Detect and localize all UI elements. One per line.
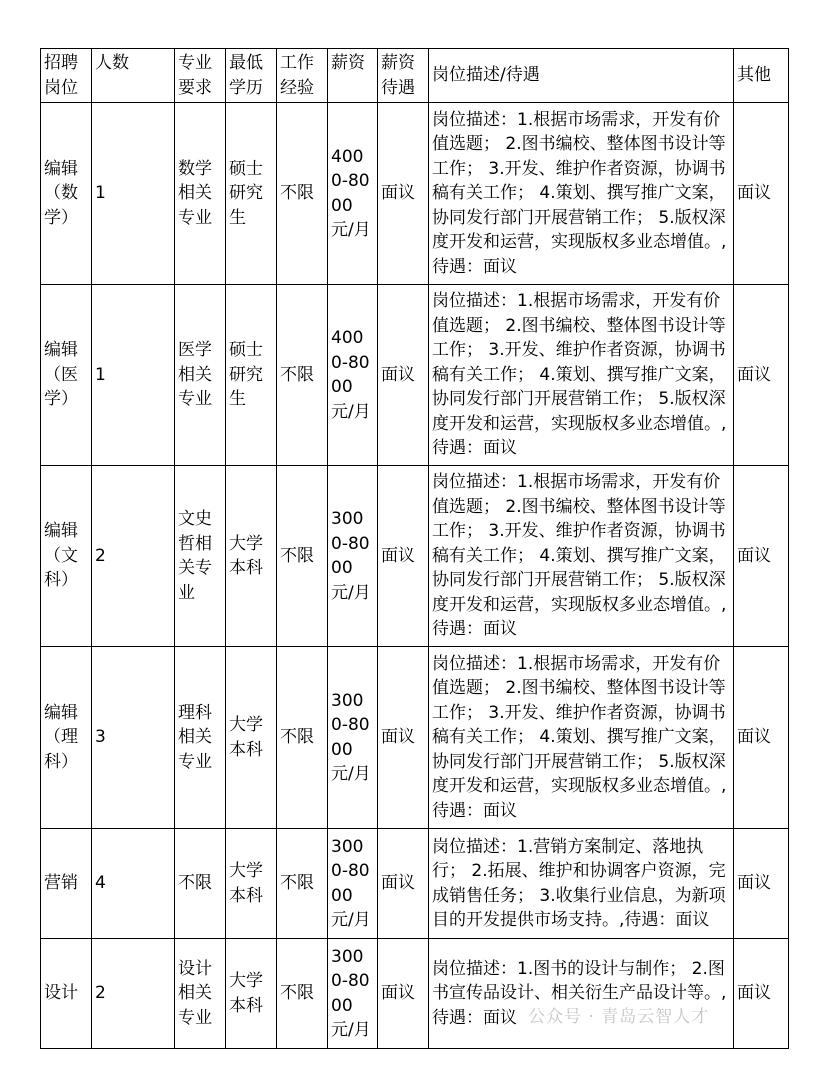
- other-cell: 面议: [734, 939, 789, 1049]
- table-row: [41, 829, 789, 939]
- header-cell: 专业要求: [175, 49, 226, 103]
- experience-cell: 不限: [277, 285, 328, 466]
- description-cell: 岗位描述：1.根据市场需求，开发有价值选题； 2.图书编校、整体图书设计等工作； 3.开发、维护作者资源，协调书稿有关工作； 4.策划、撰写推广文案，协同发行部门开展营销工作； 5.版权深度开发和运营，实现版权多业态增值。,待遇：面议: [429, 647, 734, 829]
- header-cell: 最低学历: [226, 49, 277, 103]
- table-row: [41, 939, 789, 1049]
- salary-cell: 4000-8000元/月: [328, 285, 378, 466]
- position-cell: 编辑（医学）: [41, 285, 92, 466]
- treatment-cell: 面议: [378, 647, 429, 829]
- header-cell: 薪资: [328, 49, 378, 103]
- treatment-cell: 面议: [378, 466, 429, 647]
- table-row: [41, 103, 789, 285]
- education-cell: 大学本科: [226, 829, 277, 939]
- other-cell: 面议: [734, 829, 789, 939]
- count-cell: 2: [92, 939, 175, 1049]
- count-cell: 3: [92, 647, 175, 829]
- treatment-cell: 面议: [378, 285, 429, 466]
- major-cell: 医学相关专业: [175, 285, 226, 466]
- position-cell: 营销: [41, 829, 92, 939]
- description-cell: 岗位描述：1.根据市场需求，开发有价值选题； 2.图书编校、整体图书设计等工作； 3.开发、维护作者资源，协调书稿有关工作； 4.策划、撰写推广文案，协同发行部门开展营销工作； 5.版权深度开发和运营，实现版权多业态增值。,待遇：面议: [429, 103, 734, 285]
- description-cell: 岗位描述：1.根据市场需求，开发有价值选题； 2.图书编校、整体图书设计等工作； 3.开发、维护作者资源，协调书稿有关工作； 4.策划、撰写推广文案，协同发行部门开展营销工作； 5.版权深度开发和运营，实现版权多业态增值。,待遇：面议: [429, 466, 734, 647]
- position-cell: 设计: [41, 939, 92, 1049]
- header-row: [41, 49, 789, 103]
- salary-cell: 4000-8000元/月: [328, 103, 378, 285]
- position-cell: 编辑（文科）: [41, 466, 92, 647]
- treatment-cell: 面议: [378, 939, 429, 1049]
- education-cell: 大学本科: [226, 939, 277, 1049]
- other-cell: 面议: [734, 103, 789, 285]
- description-cell: [429, 829, 734, 939]
- table-row: [41, 285, 789, 466]
- experience-cell: 不限: [277, 939, 328, 1049]
- count-cell: 1: [92, 285, 175, 466]
- recruitment-table: [40, 48, 789, 1049]
- major-cell: 设计相关专业: [175, 939, 226, 1049]
- salary-cell: 3000-8000元/月: [328, 466, 378, 647]
- position-cell: 编辑（理科）: [41, 647, 92, 829]
- salary-cell: 3000-8000元/月: [328, 829, 378, 939]
- salary-cell: 3000-8000元/月: [328, 647, 378, 829]
- major-cell: 数学相关专业: [175, 103, 226, 285]
- count-cell: 4: [92, 829, 175, 939]
- salary-cell: 3000-8000元/月: [328, 939, 378, 1049]
- count-cell: 1: [92, 103, 175, 285]
- count-cell: 2: [92, 466, 175, 647]
- header-cell: 岗位描述/待遇: [429, 49, 734, 103]
- description-cell: 岗位描述：1.图书的设计与制作； 2.图书宣传品设计、相关衍生产品设计等。,待遇：面议: [429, 939, 734, 1049]
- other-cell: 面议: [734, 285, 789, 466]
- watermark: 公众号 · 青岛云智人才: [528, 1007, 710, 1027]
- header-cell: 招聘岗位: [41, 49, 92, 103]
- header-cell: 人数: [92, 49, 175, 103]
- experience-cell: 不限: [277, 829, 328, 939]
- major-cell: 不限: [175, 829, 226, 939]
- description-text: 岗位描述：1.营销方案制定、落地执行； 2.拓展、维护和协调客户资源，完成销售任务； 3.收集行业信息，为新项目的开发提供市场支持。,待遇：面议: [432, 836, 726, 930]
- other-cell: 面议: [734, 647, 789, 829]
- major-cell: 文史哲相关专业: [175, 466, 226, 647]
- experience-cell: 不限: [277, 647, 328, 829]
- education-cell: 硕士研究生: [226, 103, 277, 285]
- position-cell: 编辑（数学）: [41, 103, 92, 285]
- treatment-cell: 面议: [378, 829, 429, 939]
- education-cell: 大学本科: [226, 466, 277, 647]
- education-cell: 硕士研究生: [226, 285, 277, 466]
- header-cell: 薪资待遇: [378, 49, 429, 103]
- experience-cell: 不限: [277, 103, 328, 285]
- header-cell: 其他: [734, 49, 789, 103]
- experience-cell: 不限: [277, 466, 328, 647]
- table-row: [41, 647, 789, 829]
- table-row: [41, 466, 789, 647]
- other-cell: 面议: [734, 466, 789, 647]
- major-cell: 理科相关专业: [175, 647, 226, 829]
- treatment-cell: 面议: [378, 103, 429, 285]
- education-cell: 大学本科: [226, 647, 277, 829]
- header-cell: 工作经验: [277, 49, 328, 103]
- description-cell: 岗位描述：1.根据市场需求，开发有价值选题； 2.图书编校、整体图书设计等工作； 3.开发、维护作者资源，协调书稿有关工作； 4.策划、撰写推广文案，协同发行部门开展营销工作； 5.版权深度开发和运营，实现版权多业态增值。,待遇：面议: [429, 285, 734, 466]
